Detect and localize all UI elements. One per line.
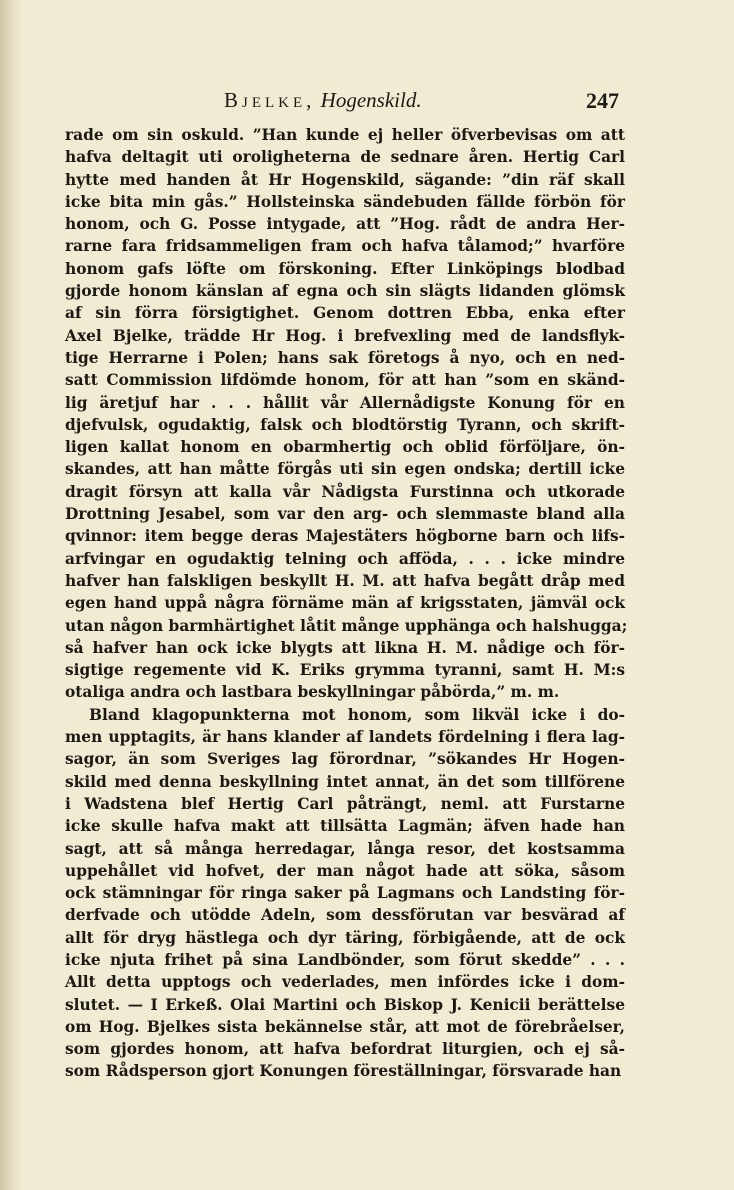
text-line: slutet. — I Erkeß. Olai Martini och Biskop J. Kenicii berättelse	[65, 995, 625, 1014]
text-line: ligen kallat honom en obarmhertig och oblid förföljare, ön-	[65, 438, 625, 457]
text-line: skild med denna beskyllning intet annat, än det som tillförene	[65, 772, 625, 791]
text-line: Allt detta upptogs och vederlades, men infördes icke i dom-	[65, 973, 625, 992]
subject-name: Hogenskild.	[320, 88, 422, 112]
text-line: derfvade och utödde Adeln, som dessförutan var besvärad af	[65, 906, 625, 925]
text-line: qvinnor: item begge deras Majestäters högborne barn och lifs-	[65, 527, 625, 546]
text-line: hytte med handen åt Hr Hogenskild, sägande: ”din räf skall	[65, 170, 625, 189]
text-line: honom, och G. Posse intygade, att ”Hog. rådt de andra Her-	[65, 215, 625, 234]
text-line: icke bita min gås.” Hollsteinska sändebuden fällde förbön för	[65, 192, 625, 211]
text-line: icke njuta frihet på sina Landbönder, som förut skedde” . . .	[65, 950, 625, 969]
text-line: satt Commission lifdömde honom, för att han ”som en skänd-	[65, 371, 625, 390]
text-line: lig äretjuf har . . . hållit vår Allernådigste Konung för en	[65, 393, 625, 412]
text-line: hafva deltagit uti oroligheterna de sednare åren. Hertig Carl	[65, 148, 625, 167]
text-line: Axel Bjelke, trädde Hr Hog. i brefvexling med de landsflyk-	[65, 326, 625, 345]
text-line: Bland klagopunkterna mot honom, som likväl icke i do-	[89, 705, 625, 724]
text-line: egen hand uppå några förnäme män af krigsstaten, jämväl ock	[65, 594, 625, 613]
text-line: honom gafs löfte om förskoning. Efter Linköpings blodbad	[65, 259, 625, 278]
text-line: utan någon barmhärtighet låtit månge upphänga och halshugga;	[65, 616, 628, 635]
text-line: som gjordes honom, att hafva befordrat liturgien, och ej så-	[65, 1040, 625, 1059]
page-gutter-shadow	[0, 0, 22, 1190]
text-line: skandes, att han måtte förgås uti sin egen ondska; dertill icke	[65, 460, 625, 479]
text-line: arfvingar en ogudaktig telning och afföda, . . . icke mindre	[65, 549, 625, 568]
body-text	[65, 124, 628, 1083]
text-line: som Rådsperson gjort Konungen föreställningar, försvarade han	[65, 1062, 622, 1081]
text-line: icke skulle hafva makt att tillsätta Lagmän; äfven hade han	[65, 817, 625, 836]
page-number: 247	[586, 88, 619, 113]
text-line: dragit försyn att kalla vår Nådigsta Furstinna och utkorade	[65, 482, 625, 501]
running-head	[0, 88, 734, 114]
text-line: så hafver han ock icke blygts att likna H. M. nådige och för-	[65, 638, 625, 657]
text-line: rade om sin oskuld. ”Han kunde ej heller öfverbevisas om att	[65, 126, 625, 144]
text-line: Drottning Jesabel, som var den arg- och slemmaste bland alla	[65, 505, 625, 524]
running-head-title	[224, 88, 422, 113]
text-line: sagt, att så många herredagar, långa resor, det kostsamma	[65, 839, 625, 858]
text-line: i Wadstena blef Hertig Carl påträngt, neml. att Furstarne	[65, 794, 625, 813]
text-line: gjorde honom känslan af egna och sin slägts lidanden glömsk	[65, 282, 625, 301]
text-line: af sin förra försigtighet. Genom dottren Ebba, enka efter	[65, 304, 625, 323]
text-line: rarne fara fridsammeligen fram och hafva tålamod;” hvarföre	[65, 237, 625, 256]
text-line: uppehållet vid hofvet, der man något hade att söka, såsom	[65, 861, 625, 880]
text-line: djefvulsk, ogudaktig, falsk och blodtörstig Tyrann, och skrift-	[65, 415, 625, 434]
text-line: hafver han falskligen beskyllt H. M. att hafva begått dråp med	[65, 571, 625, 590]
text-line: tige Herrarne i Polen; hans sak företogs å nyo, och en ned-	[65, 348, 625, 367]
text-line: sagor, än som Sveriges lag förordnar, ”sökandes Hr Hogen-	[65, 750, 625, 769]
text-line: sigtige regemente vid K. Eriks grymma tyranni, samt H. M:s	[65, 661, 625, 680]
text-line: men upptagits, är hans klander af landets fördelning i flera lag-	[65, 728, 625, 747]
text-line: om Hog. Bjelkes sista bekännelse står, att mot de förebråelser,	[65, 1017, 625, 1036]
family-name: Bjelke,	[224, 88, 316, 112]
text-line: otaliga andra och lastbara beskyllningar påbörda,” m. m.	[65, 683, 560, 702]
text-line: allt för dryg hästlega och dyr täring, förbigående, att de ock	[65, 928, 625, 947]
text-line: ock stämningar för ringa saker på Lagmans och Landsting för-	[65, 884, 625, 903]
